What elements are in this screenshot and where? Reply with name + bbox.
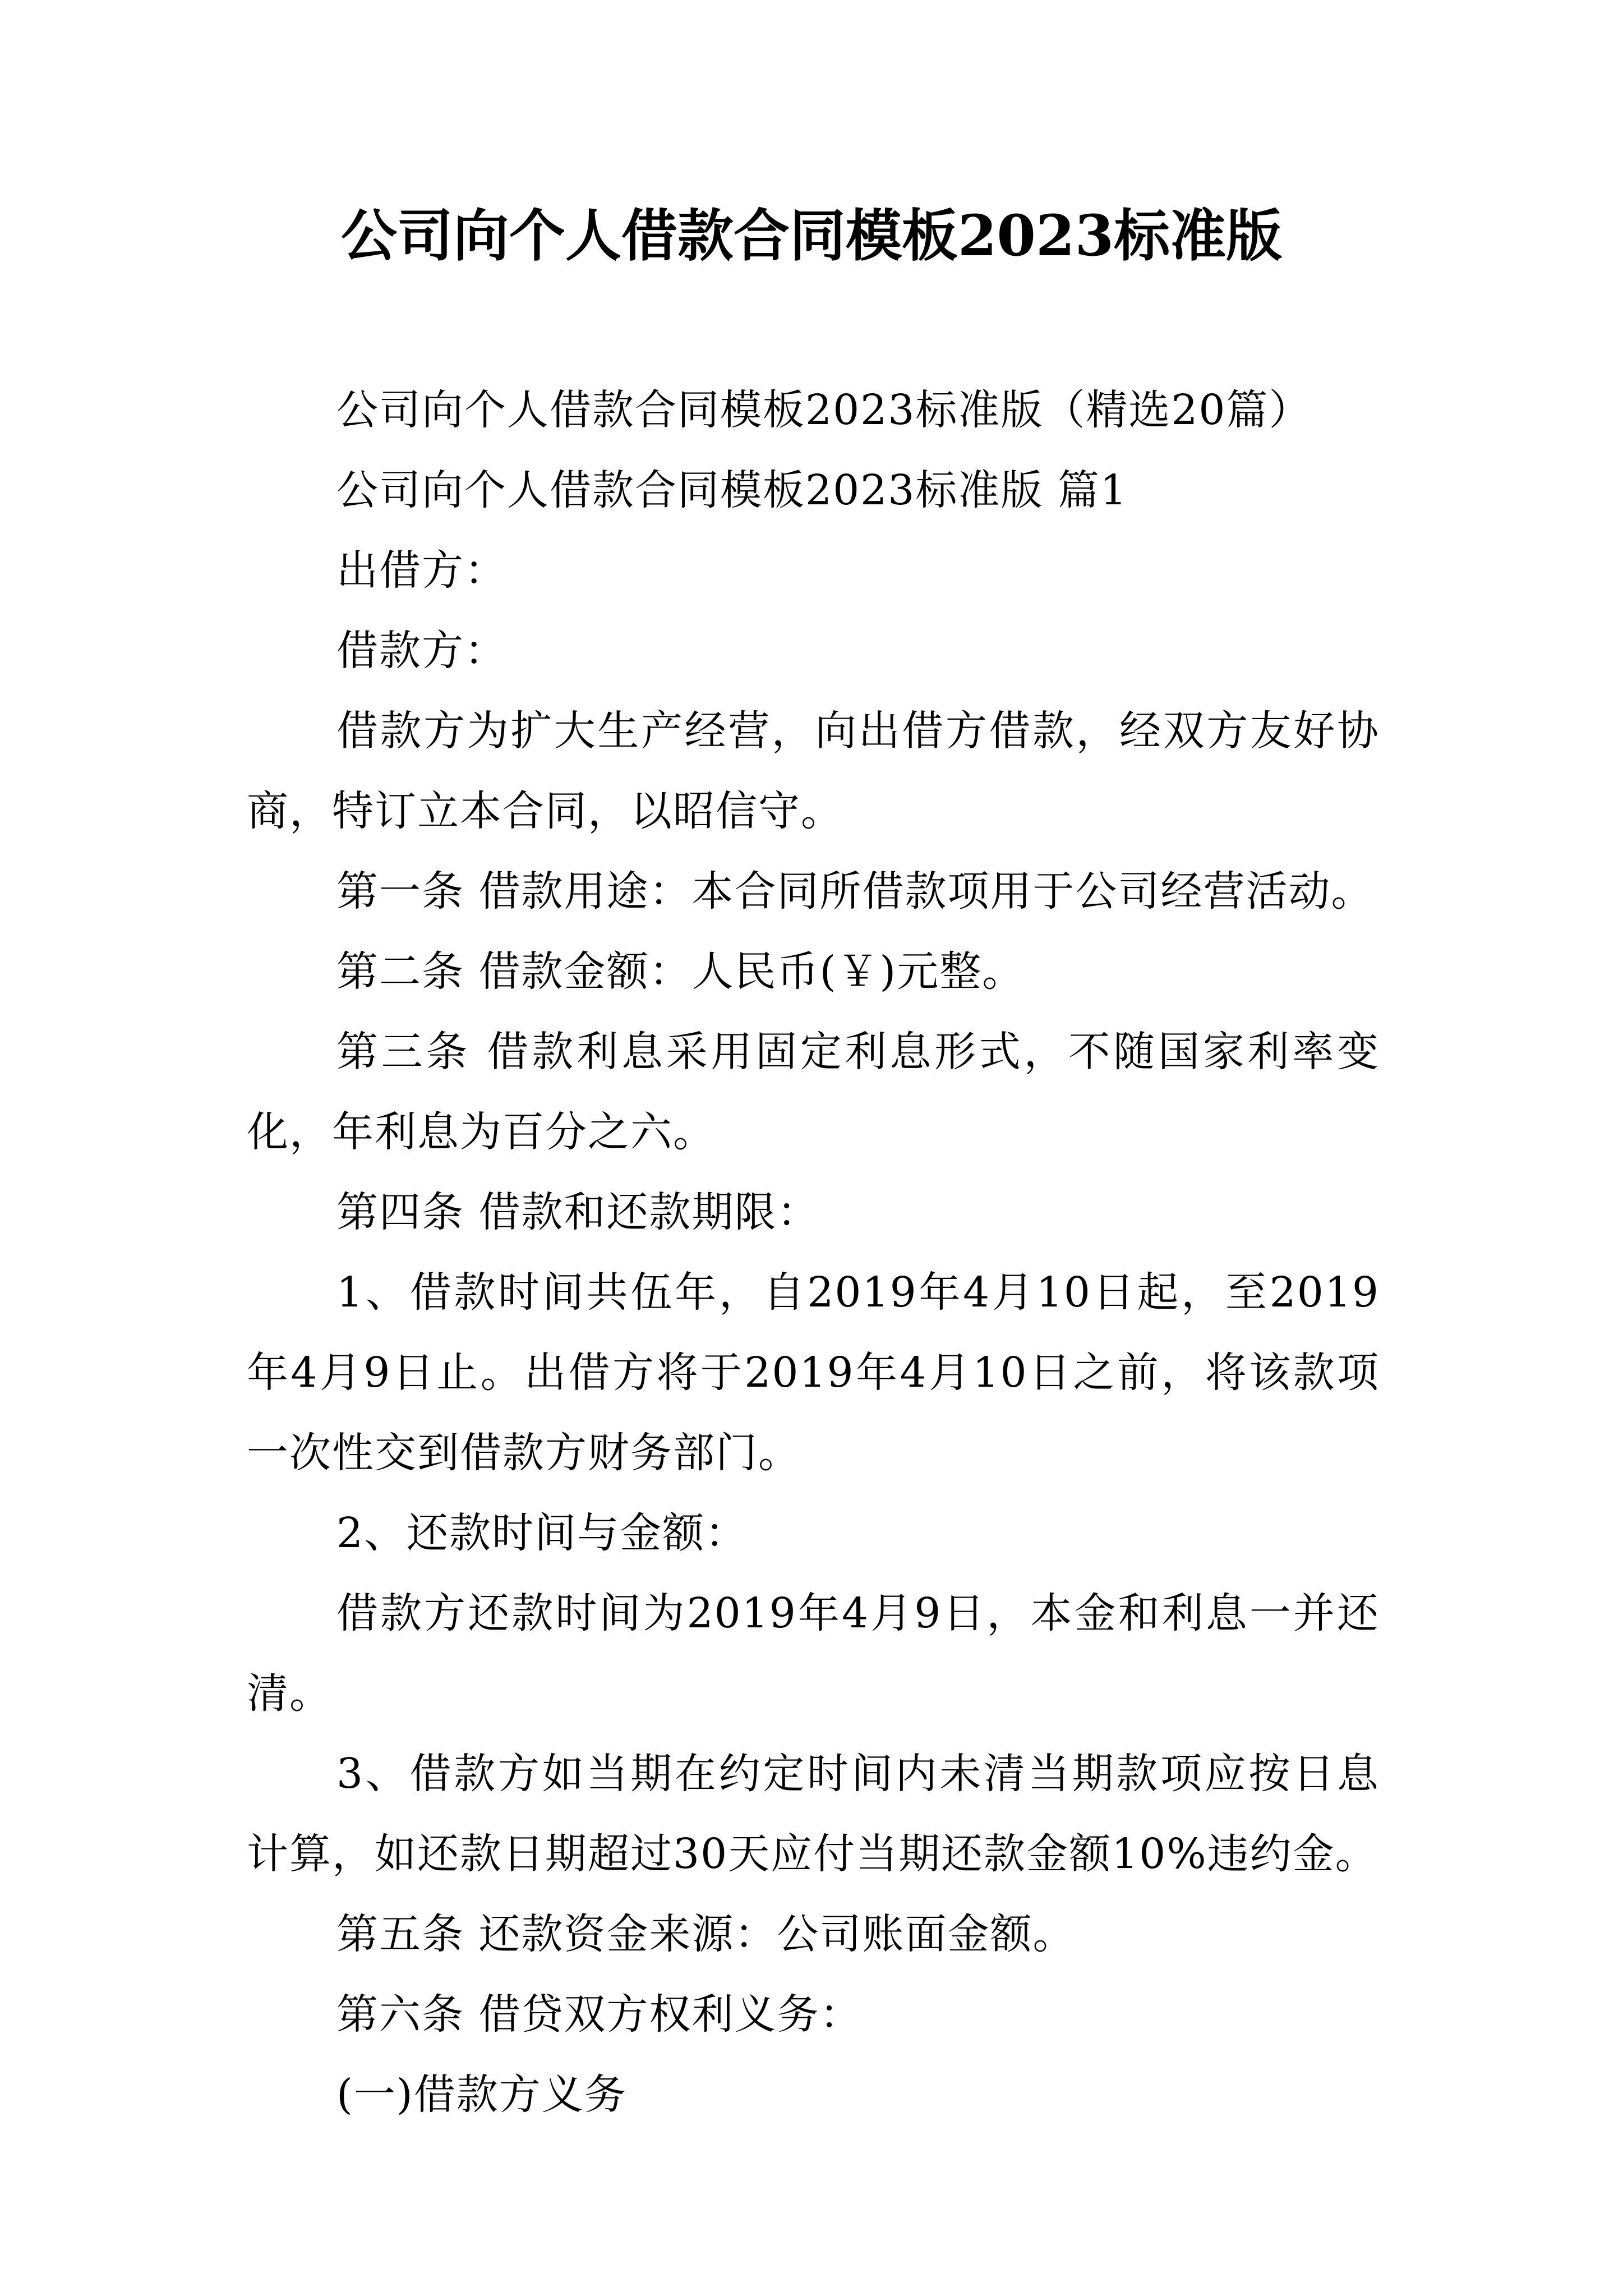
paragraph-lender: 出借方： bbox=[336, 546, 507, 595]
paragraph-borrower: 借款方： bbox=[336, 627, 507, 675]
paragraph-article-5: 第五条 还款资金来源：公司账面金额。 bbox=[336, 1910, 1076, 1958]
paragraph-section-heading: 公司向个人借款合同模板2023标准版 篇1 bbox=[336, 466, 1128, 514]
paragraph-article-4-item-3: 3、借款方如当期在约定时间内未清当期款项应按日息计算，如还款日期超过30天应付当期还款金额10%违约金。 bbox=[247, 1750, 1380, 1878]
paragraph-preamble: 借款方为扩大生产经营，向出借方借款，经双方友好协商，特订立本合同，以昭信守。 bbox=[247, 707, 1380, 835]
paragraph-article-6: 第六条 借贷双方权利义务： bbox=[336, 1990, 863, 2039]
paragraph-borrower-obligations: (一)借款方义务 bbox=[336, 2070, 627, 2119]
paragraph-article-3: 第三条 借款利息采用固定利息形式，不随国家利率变化，年利息为百分之六。 bbox=[247, 1028, 1380, 1156]
document-body bbox=[247, 370, 1380, 2135]
paragraph-repayment-time: 借款方还款时间为2019年4月9日，本金和利息一并还清。 bbox=[247, 1589, 1380, 1718]
paragraph-article-2: 第二条 借款金额：人民币(￥)元整。 bbox=[336, 947, 1025, 996]
paragraph-article-4-item-1: 1、借款时间共伍年，自2019年4月10日起，至2019年4月9日止。出借方将于2019年4月10日之前，将该款项一次性交到借款方财务部门。 bbox=[247, 1268, 1380, 1477]
paragraph-article-1: 第一条 借款用途：本合同所借款项用于公司经营活动。 bbox=[336, 867, 1374, 915]
paragraph-article-4: 第四条 借款和还款期限： bbox=[336, 1188, 820, 1236]
document-title: 公司向个人借款合同模板2023标准版 bbox=[340, 203, 1283, 269]
paragraph-subtitle: 公司向个人借款合同模板2023标准版（精选20篇） bbox=[336, 386, 1312, 434]
paragraph-article-4-item-2: 2、还款时间与金额： bbox=[336, 1509, 748, 1557]
